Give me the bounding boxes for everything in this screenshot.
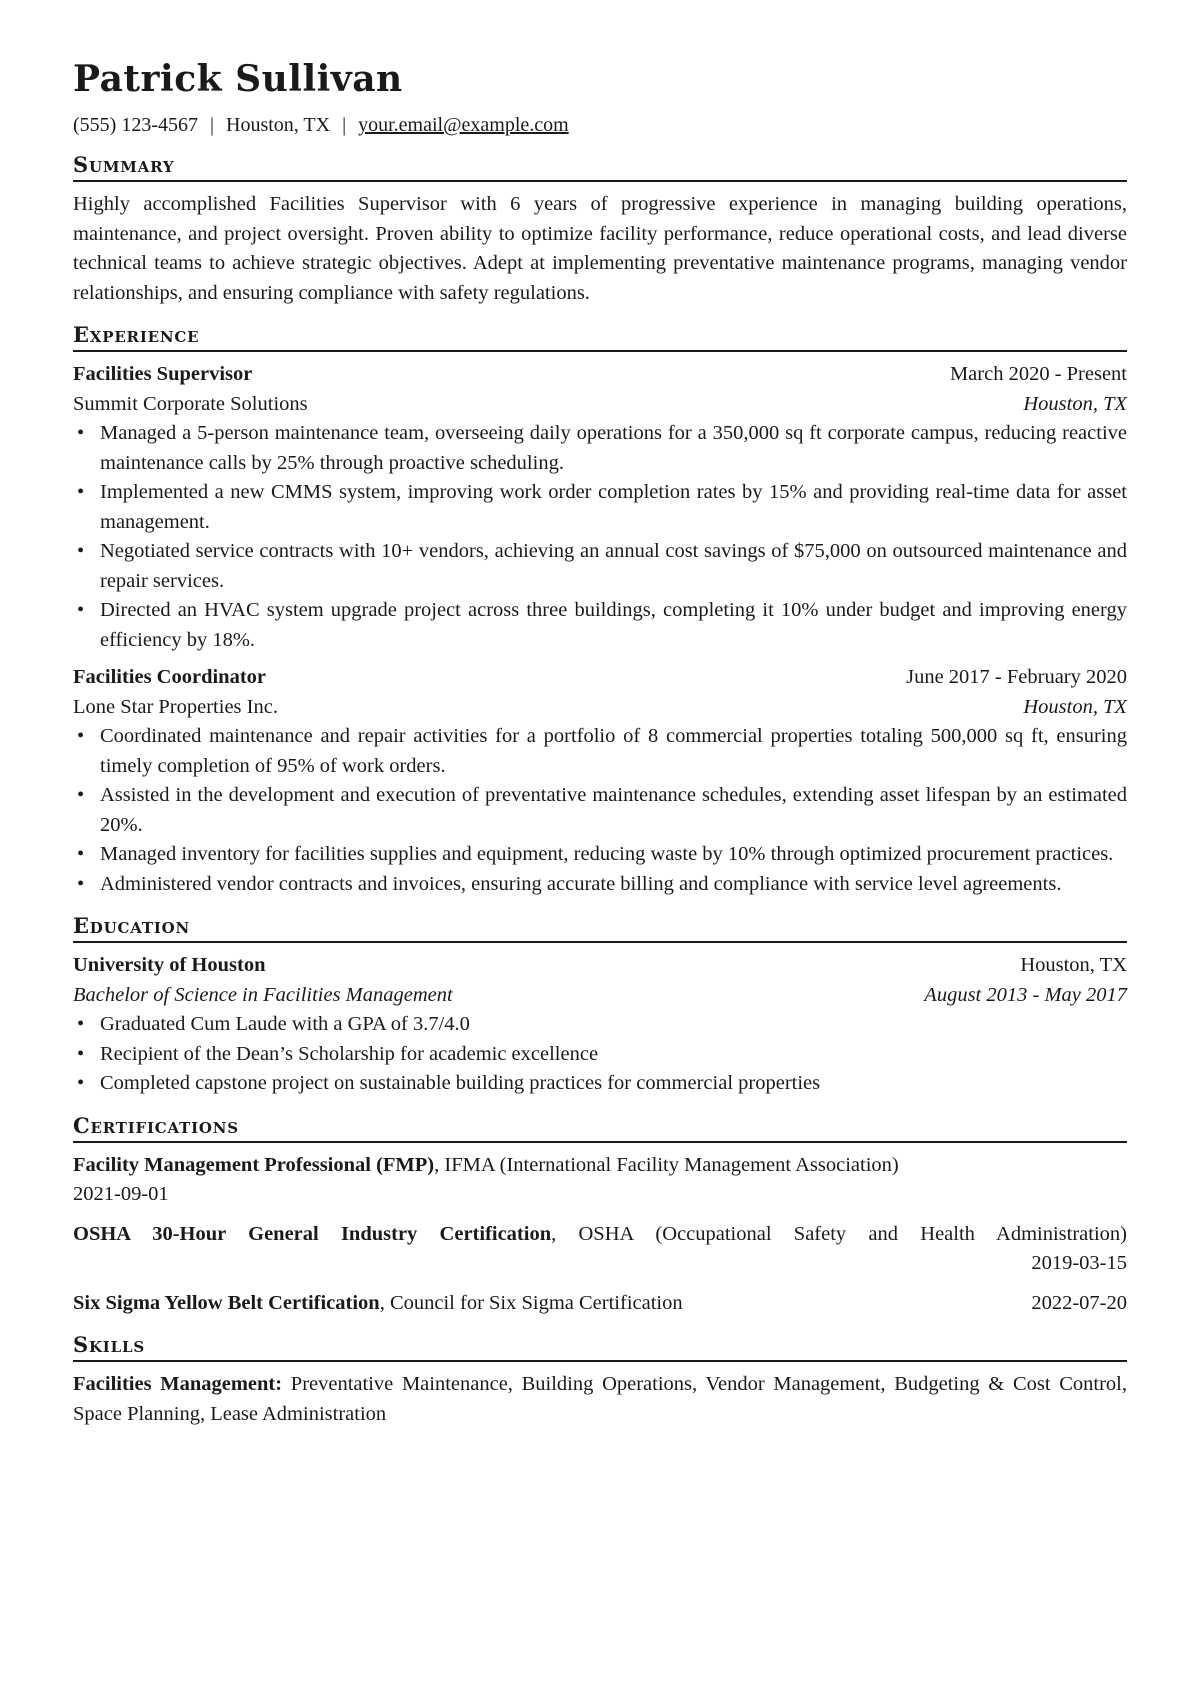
job-entry [73, 663, 1127, 899]
separator: | [209, 114, 214, 136]
job-entry [73, 360, 1127, 655]
section-title: Certifications [73, 1113, 1127, 1143]
bullet-item: • Coordinated maintenance and repair activities for a portfolio of 8 commercial properties totaling 500,000 sq ft, ensuring timely completion of 95% of work orders. [100, 722, 1127, 781]
bullet-item: • Implemented a new CMMS system, improving work order completion rates by 15% and providing real-time data for asset management. [100, 478, 1127, 537]
job-dates: March 2020 - Present [949, 363, 1127, 385]
section-title: Experience [73, 322, 1127, 352]
job-location: Houston, TX [1023, 695, 1127, 718]
bullet-item: • Managed a 5-person maintenance team, overseeing daily operations for a 350,000 sq ft corporate campus, reducing reactive maintenance calls by 25% through proactive scheduling. [100, 419, 1127, 478]
bullet-item: • Administered vendor contracts and invoices, ensuring accurate billing and compliance with service level agreements. [100, 870, 1127, 900]
phone: (555) 123-4567 [73, 114, 198, 136]
skill-category: Facilities Management: [73, 1373, 283, 1395]
job-role: Facilities Supervisor [73, 363, 253, 385]
location: Houston, TX [226, 114, 331, 136]
bullet-item: • Directed an HVAC system upgrade project across three buildings, completing it 10% under budget and improving energy efficiency by 18%. [100, 596, 1127, 655]
job-company: Lone Star Properties Inc. [73, 695, 278, 718]
cert-issuer: , Council for Six Sigma Certification [379, 1291, 683, 1314]
cert-name: Facility Management Professional (FMP) [73, 1153, 435, 1176]
summary-text: Highly accomplished Facilities Supervisor with 6 years of progressive experience in managing building operations, maintenance, and project oversight. Proven ability to optimize facility performance, reduce operational costs, and lead diverse technical teams to achieve strategic objectives. Adept at implementing preventative maintenance programs, managing vendor relationships, and ensuring compliance with safety regulations. [73, 193, 1127, 304]
degree: Bachelor of Science in Facilities Management [73, 983, 453, 1006]
certifications-section [73, 1113, 1127, 1319]
education-dates: August 2013 - May 2017 [924, 983, 1127, 1006]
skill-list: Preventative Maintenance, Building Operations, Vendor Management, Budgeting & Cost Control, Space Planning, Lease Administration [73, 1373, 1128, 1425]
cert-issuer: , IFMA (International Facility Management Association) [434, 1153, 899, 1176]
job-company: Summit Corporate Solutions [73, 392, 308, 415]
cert-name: Six Sigma Yellow Belt Certification [73, 1291, 380, 1314]
cert-date: 2019-03-15 [1031, 1252, 1127, 1274]
section-title: Summary [73, 152, 1127, 182]
bullet-item: • Negotiated service contracts with 10+ vendors, achieving an annual cost savings of $75,000 on outsourced maintenance and repair services. [100, 537, 1127, 596]
job-role: Facilities Coordinator [73, 666, 267, 688]
skill-line [73, 1370, 1127, 1429]
job-bullets [73, 722, 1127, 899]
certification-item [73, 1220, 1127, 1279]
section-title: Skills [73, 1332, 1127, 1362]
cert-issuer: , OSHA (Occupational Safety and Health Administration) [551, 1222, 1127, 1245]
certification-item [73, 1151, 1127, 1210]
skills-section [73, 1332, 1127, 1429]
bullet-item: • Managed inventory for facilities supplies and equipment, reducing waste by 10% through optimized procurement practices. [100, 840, 1127, 870]
contact-line [73, 112, 1127, 138]
job-bullets [73, 419, 1127, 655]
experience-section [73, 322, 1127, 899]
school-location: Houston, TX [1020, 954, 1127, 976]
job-location: Houston, TX [1023, 392, 1127, 415]
bullet-item: • Graduated Cum Laude with a GPA of 3.7/4.0 [100, 1010, 1127, 1040]
education-bullets [73, 1010, 1127, 1099]
education-entry [73, 951, 1127, 1099]
bullet-item: • Assisted in the development and execution of preventative maintenance schedules, extending asset lifespan by an estimated 20%. [100, 781, 1127, 840]
candidate-name: Patrick Sullivan [73, 58, 403, 100]
bullet-item: • Completed capstone project on sustainable building practices for commercial properties [100, 1069, 1127, 1099]
cert-date: 2022-07-20 [1031, 1291, 1127, 1314]
certification-item [73, 1289, 1127, 1319]
summary-section [73, 152, 1127, 308]
school-name: University of Houston [73, 954, 266, 976]
email-link[interactable]: your.email@example.com [358, 114, 569, 136]
separator: | [342, 114, 347, 136]
education-section [73, 913, 1127, 1099]
bullet-item: • Recipient of the Dean’s Scholarship for academic excellence [100, 1040, 1127, 1070]
section-title: Education [73, 913, 1127, 943]
job-dates: June 2017 - February 2020 [906, 666, 1127, 688]
resume-page [73, 56, 1127, 1429]
cert-date: 2021-09-01 [73, 1183, 169, 1205]
cert-name: OSHA 30-Hour General Industry Certification [73, 1222, 552, 1245]
